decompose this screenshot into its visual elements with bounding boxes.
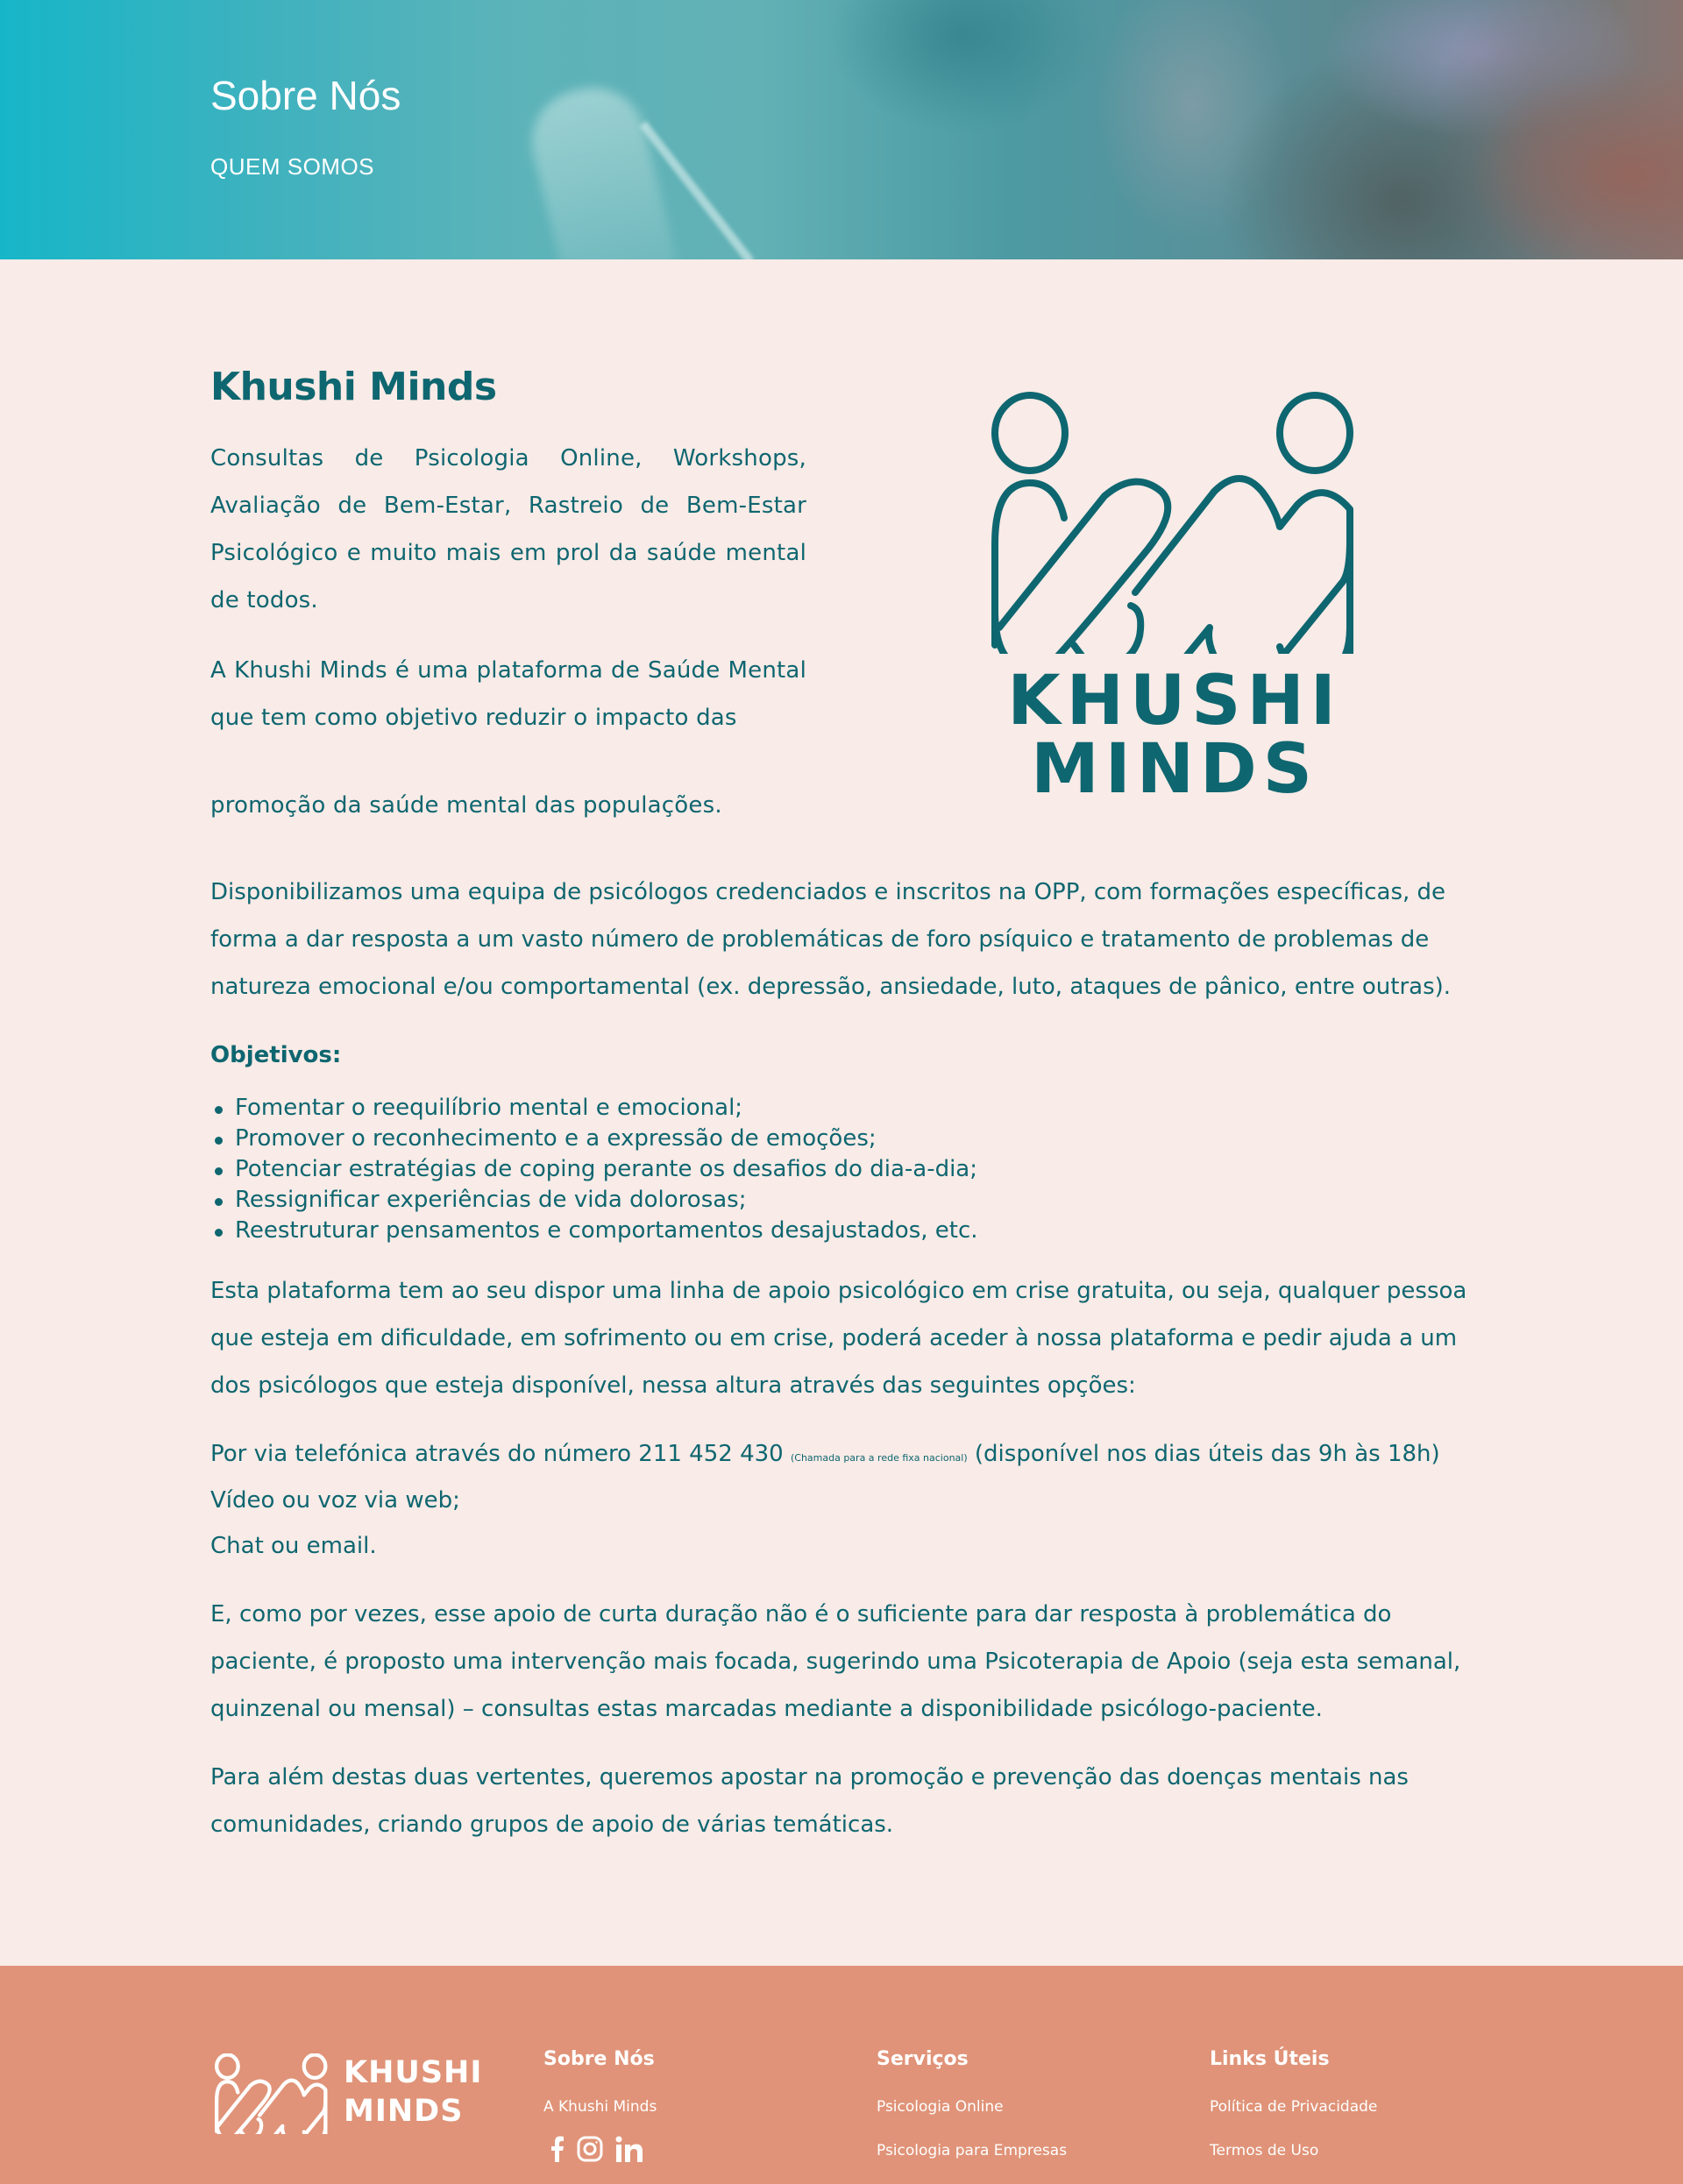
phone-hours: (disponível nos dias úteis das 9h às 18h) <box>974 1441 1440 1467</box>
phone-call-note: (Chamada para a rede fixa nacional) <box>790 1452 968 1464</box>
instagram-icon[interactable] <box>577 2136 603 2166</box>
footer-link-privacy-policy[interactable]: Política de Privacidade <box>1210 2098 1378 2116</box>
hero-banner <box>0 0 1683 259</box>
footer-link-terms-of-use[interactable]: Termos de Uso <box>1210 2142 1319 2159</box>
footer-link-khushi-minds[interactable]: A Khushi Minds <box>543 2098 657 2116</box>
crisis-paragraph: Esta plataforma tem ao seu dispor uma linha de apoio psicológico em crise gratuita, ou seja, qualquer pessoa que esteja em dificuldade, em sofrimento ou em crise, poderá aceder à nossa plataforma e pedir ajuda a um dos psicólogos que esteja disponível, nessa altura através das seguintes opções: <box>210 1278 1467 1399</box>
footer-heading-useful-links: Links Úteis <box>1210 2048 1330 2070</box>
footer-logo-line2: MINDS <box>344 2094 464 2129</box>
phone-option <box>210 1430 1473 1482</box>
footer-column-services <box>877 2046 1067 2160</box>
footer-people-logo-icon <box>210 2053 333 2134</box>
intro-paragraph-2-end: promoção da saúde mental das populações. <box>210 792 722 819</box>
footer-column-useful-links <box>1210 2046 1377 2160</box>
intro-paragraph-2-clipped-line <box>210 741 806 782</box>
objective-item: Fomentar o reequilíbrio mental e emocional; <box>210 1093 1473 1124</box>
footer-heading-about: Sobre Nós <box>543 2048 655 2070</box>
footer-logo-wordmark <box>344 2053 482 2131</box>
site-footer <box>0 1966 1683 2184</box>
objective-item: Ressignificar experiências de vida dolorosas; <box>210 1185 1473 1216</box>
people-logo-icon <box>991 391 1359 654</box>
about-body <box>210 869 1473 1848</box>
phone-number: 211 452 430 <box>638 1441 784 1467</box>
social-links <box>543 2136 657 2166</box>
footer-column-about <box>543 2046 657 2166</box>
intro-paragraph-2 <box>210 647 806 829</box>
objective-item: Promover o reconhecimento e a expressão de emoções; <box>210 1124 1473 1154</box>
page-subtitle: QUEM SOMOS <box>210 153 375 180</box>
khushi-minds-logo <box>903 391 1446 809</box>
phone-option-prefix: Por via telefónica através do número <box>210 1441 639 1467</box>
intro-section <box>210 365 806 829</box>
page-title: Sobre Nós <box>210 73 401 118</box>
facebook-icon[interactable] <box>550 2136 565 2166</box>
main-content <box>0 259 1683 1966</box>
hero-background-hand <box>521 77 680 259</box>
video-option: Vídeo ou voz via web; <box>210 1487 460 1514</box>
community-paragraph: Para além destas duas vertentes, queremos apostar na promoção e prevenção das doenças mentais nas comunidades, criando grupos de apoio de várias temáticas. <box>210 1764 1409 1838</box>
intro-paragraph-1: Consultas de Psicologia Online, Workshops, Avaliação de Bem-Estar, Rastreio de Bem-Estar Psicológico e muito mais em prol da saúde mental de todos. <box>210 445 806 613</box>
linkedin-icon[interactable] <box>615 2136 643 2166</box>
footer-link-psicologia-online[interactable]: Psicologia Online <box>877 2098 1004 2116</box>
objective-item: Potenciar estratégias de coping perante os desafios do dia-a-dia; <box>210 1154 1473 1185</box>
footer-link-psicologia-empresas[interactable]: Psicologia para Empresas <box>877 2142 1068 2159</box>
logo-wordmark: KHUSHI MINDS <box>1007 662 1342 809</box>
footer-logo-line1: KHUSHI <box>344 2055 483 2090</box>
objectives-heading: Objetivos: <box>210 1042 342 1068</box>
therapy-paragraph: E, como por vezes, esse apoio de curta duração não é o suficiente para dar resposta à problemática do paciente, é proposto uma intervenção mais focada, sugerindo uma Psicoterapia de Apoio (seja esta semanal, quinzenal ou mensal) – consultas estas marcadas mediante a disponibilidade psicólogo-paciente. <box>210 1601 1461 1722</box>
team-paragraph: Disponibilizamos uma equipa de psicólogos credenciados e inscritos na OPP, com formações específicas, de forma a dar resposta a um vasto número de problemáticas de foro psíquico e tratamento de problemas de natureza emocional e/ou comportamental (ex. depressão, ansiedade, luto, ataques de pânico, entre outras). <box>210 879 1452 1000</box>
intro-title: Khushi Minds <box>210 365 497 409</box>
objectives-list <box>210 1093 1473 1246</box>
footer-heading-services: Serviços <box>877 2048 969 2070</box>
intro-paragraph-2-text: A Khushi Minds é uma plataforma de Saúde Mental que tem como objetivo reduzir o impacto das <box>210 657 806 731</box>
objective-item: Reestruturar pensamentos e comportamentos desajustados, etc. <box>210 1216 1473 1246</box>
chat-option: Chat ou email. <box>210 1533 377 1559</box>
